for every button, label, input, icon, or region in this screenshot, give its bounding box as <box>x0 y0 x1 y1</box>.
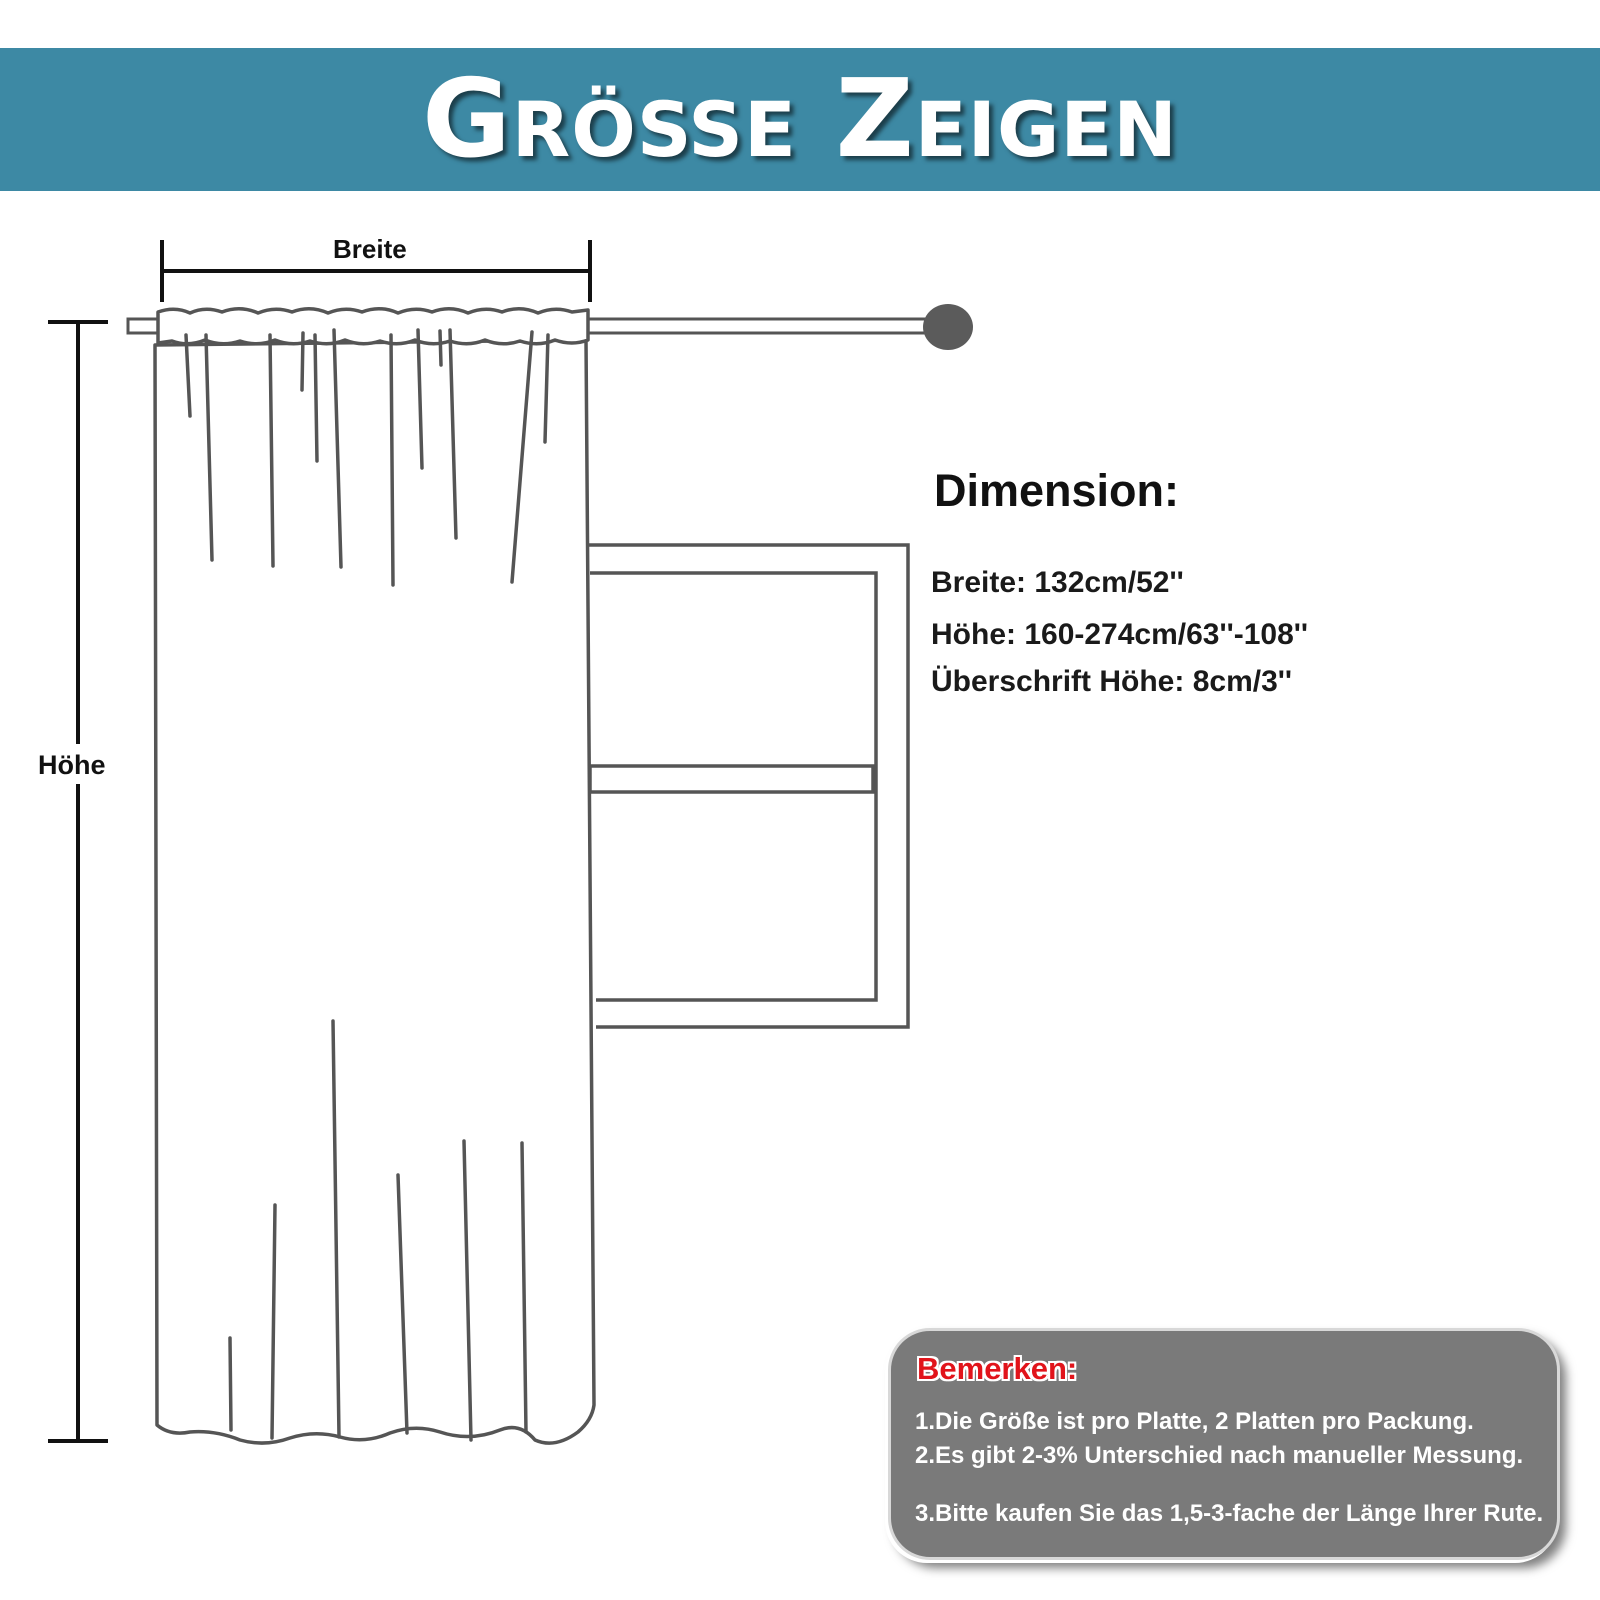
dimension-header-height: Überschrift Höhe: 8cm/3'' <box>931 665 1293 698</box>
rod-finial-icon <box>923 304 973 350</box>
curtain-panel <box>155 309 594 1443</box>
height-dimension-line <box>48 322 108 1441</box>
dimension-title: Dimension: <box>934 465 1180 516</box>
note-item: 1.Die Größe ist pro Platte, 2 Platten pro Packung. <box>915 1408 1474 1435</box>
width-label: Breite <box>333 234 407 264</box>
notes-box <box>888 1328 1560 1560</box>
note-item: 2.Es gibt 2-3% Unterschied nach manueller Messung. <box>915 1442 1524 1469</box>
notes-title: Bemerken: <box>917 1351 1078 1386</box>
window-outline <box>588 545 908 1027</box>
dimension-height: Höhe: 160-274cm/63''-108'' <box>931 618 1309 651</box>
dimension-width: Breite: 132cm/52'' <box>931 566 1184 599</box>
page-title: Größe Zeigen <box>422 57 1178 182</box>
note-item: 3.Bitte kaufen Sie das 1,5-3-fache der Länge Ihrer Rute. <box>915 1500 1544 1527</box>
height-label: Höhe <box>38 750 106 780</box>
